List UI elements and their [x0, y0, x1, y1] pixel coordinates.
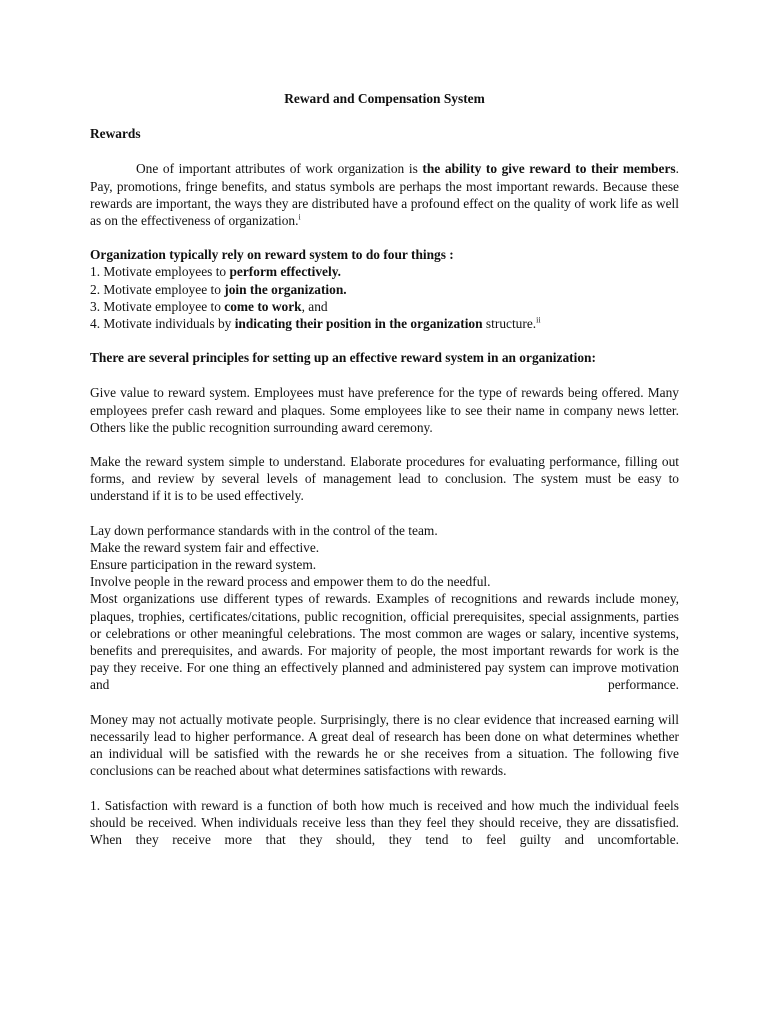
p1-text-1: One of important attributes of work organization is — [136, 161, 423, 177]
list-item — [90, 315, 679, 332]
paragraph-money-motivation: Money may not actually motivate people. Surprisingly, there is no clear evidence that increased earning will necessarily lead to higher performance. A great deal of research has been done on what determines whether an individual will be satisfied with the rewards he or she receives from a situation. The following five conclusions can be reached about what determines satisfactions with rewards. — [90, 711, 679, 779]
paragraph-value-reward: Give value to reward system. Employees must have preference for the type of rewards being offered. Many employees prefer cash reward and plaques. Some employees like to see their name in company news letter. Others like the public recognition surrounding award ceremony. — [90, 385, 679, 435]
list-item — [90, 281, 679, 298]
reward-purposes-list — [90, 246, 679, 332]
list-item — [90, 298, 679, 315]
list-item-text: , and — [301, 298, 328, 314]
principle-line: Involve people in the reward process and empower them to do the needful. — [90, 574, 491, 590]
list-item-text: 4. Motivate individuals by — [90, 316, 235, 332]
paragraph-rewards-intro — [90, 160, 679, 229]
list-item-bold: indicating their position in the organization — [234, 316, 483, 332]
list-item-text: 1. Motivate employees to — [90, 264, 230, 280]
list-item-text: structure. — [482, 316, 537, 332]
paragraph-simple-system: Make the reward system simple to understand. Elaborate procedures for evaluating performance, filling out forms, and review by several levels of management lead to conclusion. The system must be easy to understand if it is to be used effectively. — [90, 454, 679, 504]
paragraph-conclusion-1: 1. Satisfaction with reward is a function of both how much is received and how much the individual feels should be received. When individuals receive less than they feel they should receive, they are dissatisfied. When they receive more that they should, they tend to feel guilty and uncomfortable. — [90, 797, 679, 847]
list-item-bold: come to work — [224, 298, 302, 314]
principle-line: Ensure participation in the reward system. — [90, 557, 317, 573]
principles-heading: There are several principles for setting up an effective reward system in an organization: — [90, 350, 596, 366]
principle-line: Lay down performance standards with in the control of the team. — [90, 522, 438, 538]
section-heading-rewards: Rewards — [90, 126, 141, 142]
list-heading-text: Organization typically rely on reward system to do four things : — [90, 247, 454, 263]
paragraph-types-of-rewards: Most organizations use different types of rewards. Examples of recognitions and rewards include money, plaques, trophies, certificates/citations, public recognition, official prerequisites, special assignments, parties or celebrations or other meaningful celebrations. The most common are wages or salary, incentive systems, benefits and prerequisites, and awards. For majority of people, the most important rewards for work is the pay they receive. For one thing an effectively planned and administered pay system can improve motivation and performance. — [90, 591, 679, 693]
list-item-bold: join the organization. — [224, 281, 347, 297]
footnote-marker-ii: ii — [536, 315, 541, 325]
footnote-marker-i: i — [298, 212, 301, 222]
principle-line: Make the reward system fair and effective. — [90, 539, 320, 555]
list-heading — [90, 246, 679, 263]
list-item-text: 2. Motivate employee to — [90, 281, 225, 297]
document-body — [90, 90, 679, 848]
list-item — [90, 263, 679, 280]
p1-text-2: . Pay, promotions, fringe benefits, and status symbols are perhaps the most important rewards. Because these rewards are important, the ways they are distributed have a profound effect on the quality of work life as well as on the effectiveness of organization. — [90, 161, 680, 229]
list-item-text: 3. Motivate employee to — [90, 298, 225, 314]
list-item-bold: perform effectively. — [229, 264, 341, 280]
p1-bold-phrase: the ability to give reward to their members — [422, 161, 676, 177]
document-title: Reward and Compensation System — [284, 91, 485, 106]
